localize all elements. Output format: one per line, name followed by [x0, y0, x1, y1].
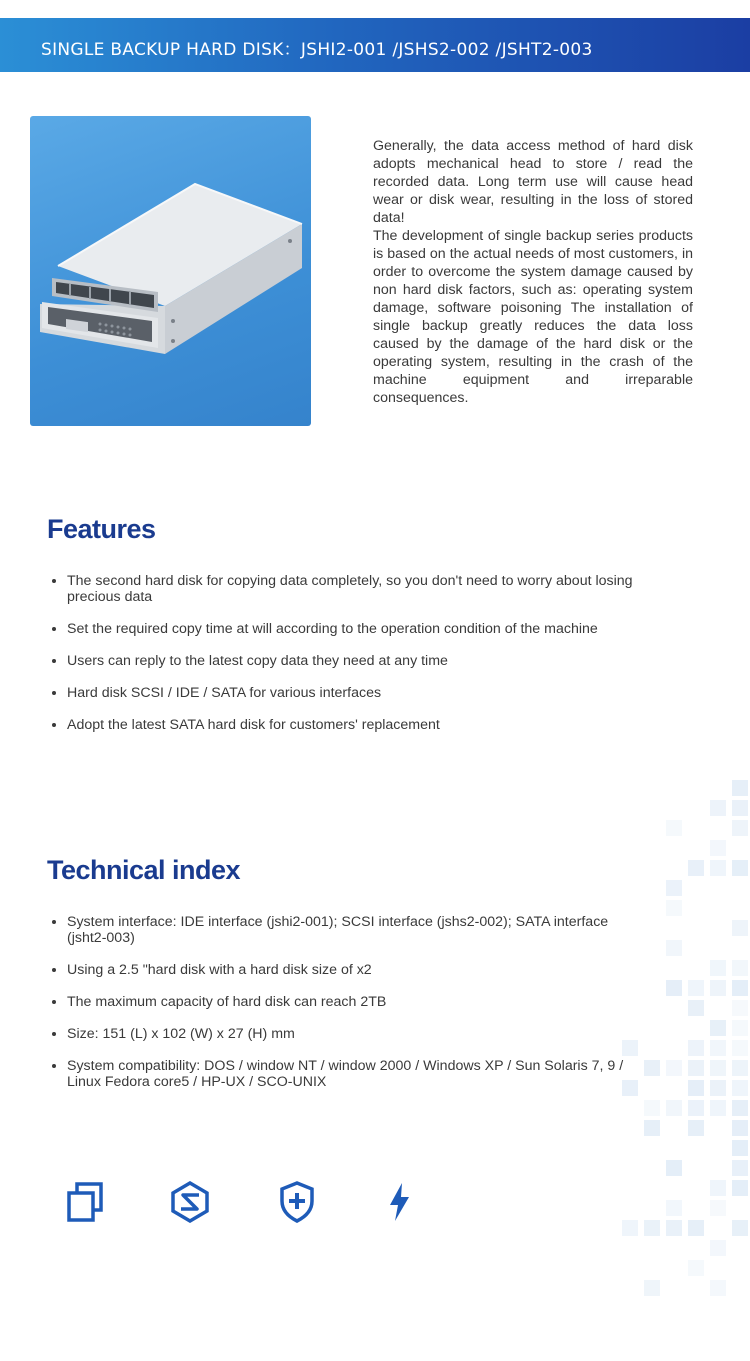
feature-icons-row: [0, 1181, 750, 1231]
decorative-pixel: [732, 1160, 748, 1176]
technical-heading: Technical index: [47, 855, 241, 885]
decorative-pixel: [688, 980, 704, 996]
sync-s-icon: [170, 1181, 210, 1223]
list-item: Set the required copy time at will according to the operation condition of the machine: [47, 621, 637, 637]
decorative-pixel: [732, 1060, 748, 1076]
list-item: The maximum capacity of hard disk can reach 2TB: [47, 994, 637, 1010]
header-banner: [0, 18, 750, 72]
lightning-icon: [386, 1181, 412, 1223]
decorative-pixel: [622, 1080, 638, 1096]
decorative-pixel: [732, 800, 748, 816]
decorative-pixel: [710, 980, 726, 996]
decorative-pixel: [732, 1040, 748, 1056]
decorative-pixel: [710, 1100, 726, 1116]
decorative-pixel: [710, 1280, 726, 1296]
decorative-pixel: [666, 900, 682, 916]
decorative-pixel: [732, 1120, 748, 1136]
decorative-pixel: [688, 1120, 704, 1136]
decorative-pixel: [710, 1020, 726, 1036]
decorative-pixel: [688, 1040, 704, 1056]
decorative-pixel: [688, 860, 704, 876]
page-title: SINGLE BACKUP HARD DISK：JSHI2-001 /JSHS2-002 /JSHT2-003: [41, 40, 593, 60]
list-item: The second hard disk for copying data completely, so you don't need to worry about losing precious data: [47, 573, 637, 605]
decorative-pixel: [644, 1100, 660, 1116]
decorative-pixel: [644, 1120, 660, 1136]
hard-disk-enclosure-image: [30, 116, 311, 426]
decorative-pixel: [666, 820, 682, 836]
decorative-pixel: [732, 920, 748, 936]
decorative-pixel: [732, 860, 748, 876]
list-item: Hard disk SCSI / IDE / SATA for various interfaces: [47, 685, 637, 701]
decorative-pixel: [710, 1240, 726, 1256]
decorative-pixel: [666, 1060, 682, 1076]
decorative-pixel: [732, 1020, 748, 1036]
list-item: Users can reply to the latest copy data they need at any time: [47, 653, 637, 669]
intro-text: [373, 137, 693, 407]
decorative-pixel: [710, 800, 726, 816]
decorative-pixel: [732, 1100, 748, 1116]
decorative-pixel: [732, 820, 748, 836]
decorative-pixel: [710, 1080, 726, 1096]
decorative-pixel: [688, 1080, 704, 1096]
list-item: System interface: IDE interface (jshi2-001); SCSI interface (jshs2-002); SATA interface (jsht2-003): [47, 914, 637, 946]
bullet-dot: [52, 920, 56, 924]
decorative-pixel: [710, 860, 726, 876]
bullet-dot: [52, 968, 56, 972]
intro-paragraph: Generally, the data access method of hard disk adopts mechanical head to store / read the recorded data. Long term use will cause head wear or disk wear, resulting in the loss of stored data!: [373, 138, 693, 226]
bullet-dot: [52, 579, 56, 583]
decorative-pixel: [666, 1100, 682, 1116]
decorative-pixel: [732, 1080, 748, 1096]
decorative-pixel: [710, 1060, 726, 1076]
list-item: Size: 151 (L) x 102 (W) x 27 (H) mm: [47, 1026, 637, 1042]
features-list: [47, 573, 637, 749]
bullet-dot: [52, 691, 56, 695]
technical-list: [47, 914, 637, 1106]
copy-icon: [66, 1181, 104, 1223]
intro-paragraph: The development of single backup series products is based on the actual needs of most customers, in order to overcome the system damage caused by non hard disk factors, such as: operating system damage, software poisoning The installation of single backup greatly reduces the data loss caused by the damage of the hard disk or the operating system, resulting in the crash of the machine equipment and irreparable consequences.: [373, 228, 693, 406]
decorative-pixel: [732, 960, 748, 976]
list-item: System compatibility: DOS / window NT / window 2000 / Windows XP / Sun Solaris 7, 9 / Linux Fedora core5 / HP-UX / SCO-UNIX: [47, 1058, 637, 1090]
decorative-pixel: [732, 780, 748, 796]
product-photo: [30, 116, 311, 426]
bullet-dot: [52, 659, 56, 663]
bullet-dot: [52, 627, 56, 631]
decorative-pixel: [644, 1280, 660, 1296]
bullet-dot: [52, 1064, 56, 1068]
bullet-dot: [52, 723, 56, 727]
decorative-pixel: [666, 1160, 682, 1176]
bullet-dot: [52, 1032, 56, 1036]
decorative-pixel: [710, 1040, 726, 1056]
decorative-pixel: [732, 980, 748, 996]
decorative-pixel: [644, 1060, 660, 1076]
shield-plus-icon: [279, 1181, 315, 1223]
decorative-pixel: [688, 1100, 704, 1116]
bullet-dot: [52, 1000, 56, 1004]
decorative-pixel: [688, 1260, 704, 1276]
decorative-pixel: [666, 940, 682, 956]
decorative-pixel: [732, 1000, 748, 1016]
list-item: Using a 2.5 "hard disk with a hard disk size of x2: [47, 962, 637, 978]
decorative-pixel: [688, 1060, 704, 1076]
list-item: Adopt the latest SATA hard disk for customers' replacement: [47, 717, 637, 733]
decorative-pixel: [666, 980, 682, 996]
decorative-pixel: [666, 880, 682, 896]
decorative-pixel: [710, 960, 726, 976]
decorative-pixel: [622, 1040, 638, 1056]
decorative-pixel: [710, 840, 726, 856]
features-heading: Features: [47, 514, 156, 544]
decorative-pixel: [732, 1140, 748, 1156]
decorative-pixel: [688, 1000, 704, 1016]
